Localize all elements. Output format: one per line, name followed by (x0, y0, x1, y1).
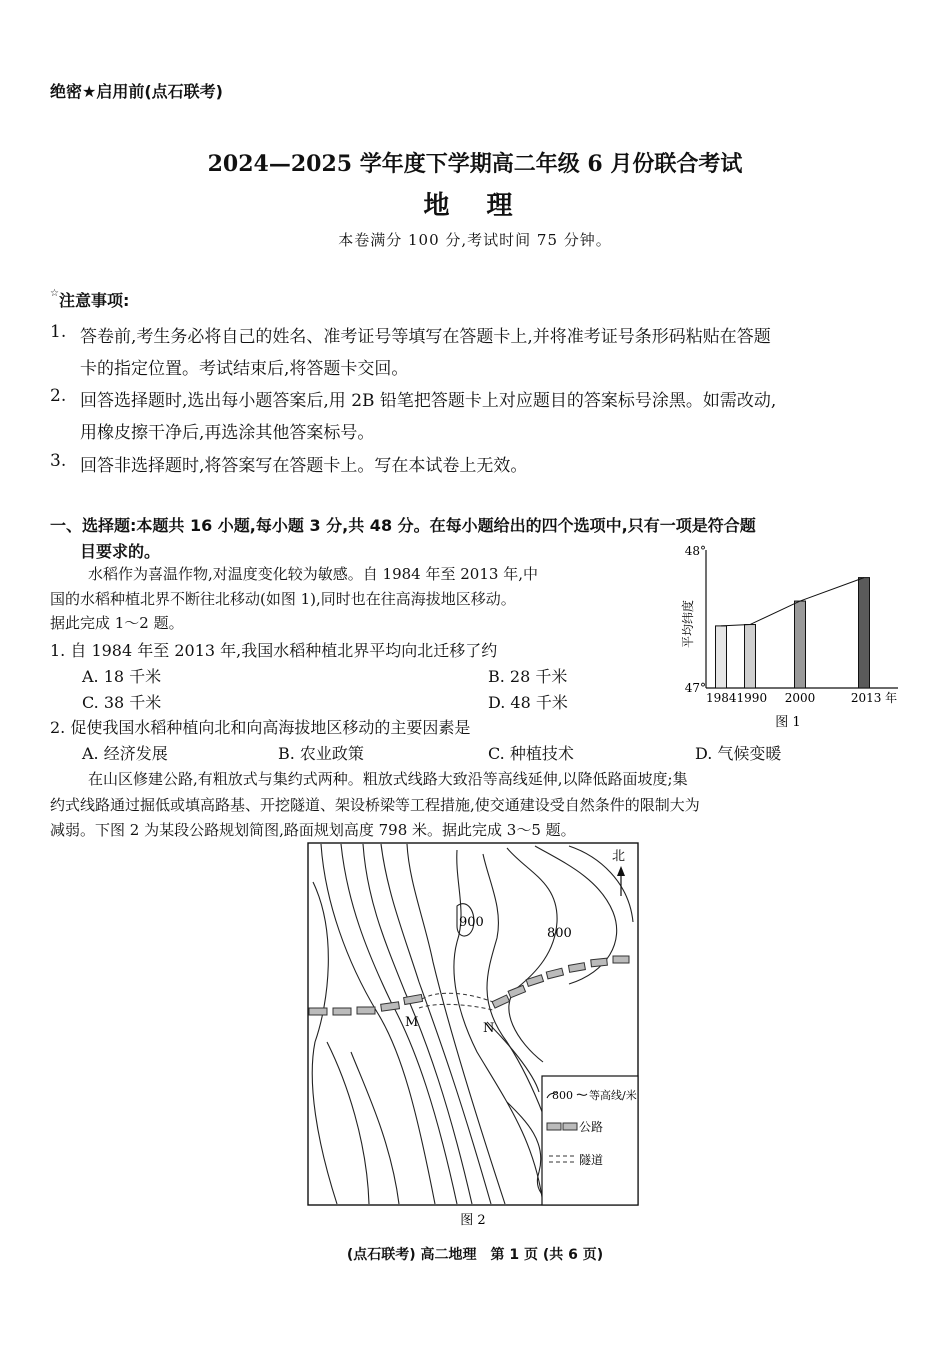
q2-option-a: A. 经济发展 (82, 744, 168, 763)
bar-2013 (859, 578, 870, 688)
exam-title: 2024—2025 学年度下学期高二年级 6 月份联合考试 (207, 151, 743, 177)
q2-option-b: B. 农业政策 (278, 744, 364, 763)
star-icon: ☆ (50, 288, 59, 299)
q1-option-a: A. 18 千米 (82, 667, 162, 686)
legend-contour-value: 800 (552, 1089, 573, 1102)
q1-option-d: D. 48 千米 (488, 693, 568, 712)
contour-label-800: 800 (547, 926, 572, 941)
notice-item-2-num: 2. (50, 386, 67, 406)
section1-heading-line1: 一、选择题:本题共 16 小题,每小题 3 分,共 48 分。在每小题给出的四个选项中,只有一项是符合题 (50, 516, 756, 535)
map-legend (542, 1076, 638, 1205)
legend-tunnel: 隧道 (579, 1153, 604, 1167)
q1-stem: 1. 自 1984 年至 2013 年,我国水稻种植北界平均向北迁移了约 (50, 641, 498, 660)
legend-road: 公路 (579, 1120, 604, 1134)
bar-2000 (795, 601, 806, 688)
notice-item-2-line2: 用橡皮擦干净后,再选涂其他答案标号。 (80, 423, 375, 443)
contour-label-900: 900 (459, 915, 484, 930)
passage1-line2: 国的水稻种植北界不断往北移动(如图 1),同时也在往高海拔地区移动。 (50, 590, 516, 608)
point-m: M (405, 1015, 419, 1030)
notice-item-3-line1: 回答非选择题时,将答案写在答题卡上。写在本试卷上无效。 (80, 456, 528, 476)
notice-item-3-num: 3. (50, 451, 67, 471)
notice-heading: ☆注意事项: (50, 288, 130, 310)
y-axis-label: 平均纬度 (681, 599, 695, 648)
legend-contour-text: 等高线/米 (589, 1089, 637, 1102)
x-tick-2000: 2000 (784, 691, 816, 705)
section1-heading-line2: 目要求的。 (80, 542, 161, 561)
notice-item-1-num: 1. (50, 322, 67, 342)
passage1-line3: 据此完成 1～2 题。 (50, 614, 184, 632)
passage1-line1: 水稻作为喜温作物,对温度变化较为敏感。自 1984 年至 2013 年,中 (88, 565, 538, 583)
q2-option-d: D. 气候变暖 (695, 744, 782, 763)
trend-line (721, 578, 864, 626)
figure2-map (307, 842, 640, 1234)
point-n: N (483, 1021, 495, 1036)
q2-stem: 2. 促使我国水稻种植向北和向高海拔地区移动的主要因素是 (50, 718, 471, 737)
secret-label: 绝密★启用前(点石联考) (50, 82, 223, 101)
subject-title: 地 理 (423, 191, 527, 221)
passage2-line3: 减弱。下图 2 为某段公路规划简图,路面规划高度 798 米。据此完成 3～5 题。 (50, 821, 576, 839)
north-label: 北 (612, 849, 626, 864)
score-time: 本卷满分 100 分,考试时间 75 分钟。 (338, 231, 612, 249)
q1-option-c: C. 38 千米 (82, 693, 162, 712)
passage2-line2: 约式线路通过掘低或填高路基、开挖隧道、架设桥梁等工程措施,使交通建设受自然条件的限制大为 (50, 796, 700, 814)
notice-item-1-line2: 卡的指定位置。考试结束后,将答题卡交回。 (80, 359, 409, 379)
notice-item-2-line1: 回答选择题时,选出每小题答案后,用 2B 铅笔把答题卡上对应题目的答案标号涂黑。如需改动, (80, 391, 777, 411)
page-footer: (点石联考) 高二地理 第 1 页 (共 6 页) (346, 1247, 604, 1263)
bar-1984 (716, 626, 727, 688)
y-tick-48: 48° (684, 544, 706, 558)
bar-1990 (745, 625, 756, 688)
x-tick-1984-1990: 19841990 (706, 691, 768, 705)
figure1-caption: 图 1 (775, 715, 801, 730)
q2-option-c: C. 种植技术 (488, 744, 574, 763)
q1-option-b: B. 28 千米 (488, 667, 568, 686)
figure2-caption: 图 2 (460, 1213, 486, 1228)
x-tick-2013: 2013 年 (850, 691, 898, 705)
passage2-line1: 在山区修建公路,有粗放式与集约式两种。粗放式线路大致沿等高线延伸,以降低路面坡度;集 (88, 770, 688, 788)
notice-item-1-line1: 答卷前,考生务必将自己的姓名、准考证号等填写在答题卡上,并将准考证号条形码粘贴在答题 (80, 327, 771, 347)
figure1-chart (676, 538, 906, 736)
y-tick-47: 47° (684, 681, 706, 695)
